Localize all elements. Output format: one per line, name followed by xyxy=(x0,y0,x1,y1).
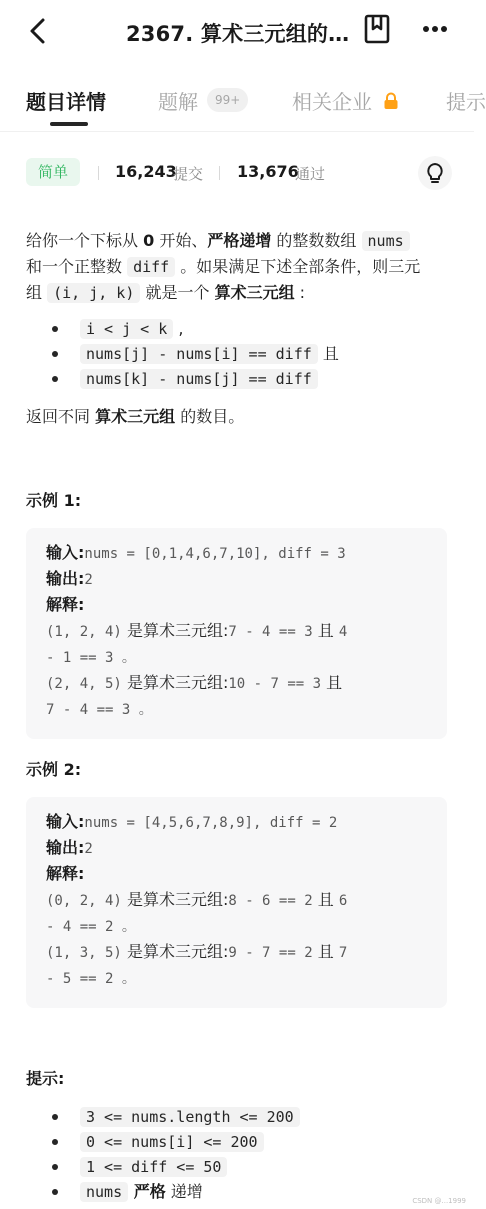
text-bold: 严格递增 xyxy=(207,231,272,250)
explanation-label: 解释: xyxy=(46,595,85,614)
bullet-dot xyxy=(52,1189,58,1195)
watermark: CSDN @...1999 xyxy=(412,1197,466,1205)
input-value: nums = [0,1,4,6,7,10], diff = 3 xyxy=(84,546,346,562)
divider xyxy=(98,166,99,180)
example-2-block xyxy=(26,797,447,1008)
problem-meta xyxy=(26,156,456,190)
text: , xyxy=(173,319,184,338)
inline-code: 3 <= nums.length <= 200 xyxy=(80,1107,300,1127)
bullet-dot xyxy=(52,1164,58,1170)
inline-code: 1 <= diff <= 50 xyxy=(80,1157,227,1177)
constraints-heading: 提示: xyxy=(26,1069,65,1088)
text-bold: 算术三元组 xyxy=(214,283,295,302)
bullet-dot xyxy=(52,326,58,332)
text: - 1 == 3 。 xyxy=(46,650,136,666)
text: 给你一个下标从 xyxy=(26,231,144,250)
example-1-heading: 示例 1: xyxy=(26,491,82,510)
divider xyxy=(219,166,220,180)
accepted-label: 通过 xyxy=(295,165,326,183)
submissions-label: 提交 xyxy=(173,165,204,183)
accepted-count: 13,676 xyxy=(237,162,299,181)
text-bold: 严格 xyxy=(128,1182,166,1201)
text: 6 xyxy=(338,893,348,909)
lock-icon xyxy=(383,92,399,110)
difficulty-badge: 简单 xyxy=(26,158,80,186)
text: 且 xyxy=(317,344,339,363)
text: 7 xyxy=(338,945,348,961)
explanation-line xyxy=(46,670,427,696)
example-1-block xyxy=(26,528,447,739)
explanation-line xyxy=(46,696,427,722)
text: 10 - 7 == 3 xyxy=(228,676,322,692)
inline-code: diff xyxy=(127,257,175,277)
explanation-line xyxy=(46,887,427,913)
tab-bar xyxy=(0,78,486,128)
input-label: 输入: xyxy=(46,812,85,831)
text: (2, 4, 5) xyxy=(46,676,122,692)
inline-code: i < j < k xyxy=(80,319,173,339)
text: 的整数数组 xyxy=(271,231,362,250)
text: 是算术三元组: xyxy=(121,621,229,640)
bullet-dot xyxy=(52,351,58,357)
inline-code: nums xyxy=(80,1182,128,1202)
explanation-line xyxy=(46,618,427,644)
chevron-left-icon[interactable] xyxy=(24,16,54,46)
divider xyxy=(0,131,474,132)
text: 是算术三元组: xyxy=(121,673,229,692)
output-value: 2 xyxy=(84,841,93,857)
output-label: 输出: xyxy=(46,569,85,588)
hint-button[interactable] xyxy=(418,156,452,190)
lightbulb-icon xyxy=(418,156,452,190)
text: 。如果满足下述全部条件，则三元 xyxy=(175,257,421,276)
explanation-label: 解释: xyxy=(46,864,85,883)
inline-code: 0 <= nums[i] <= 200 xyxy=(80,1132,264,1152)
input-value: nums = [4,5,6,7,8,9], diff = 2 xyxy=(84,815,338,831)
output-label: 输出: xyxy=(46,838,85,857)
text-bold: 算术三元组 xyxy=(95,407,176,426)
solutions-count-badge: 99+ xyxy=(207,88,248,112)
more-horizontal-icon[interactable] xyxy=(420,18,450,40)
text: 返回不同 xyxy=(26,407,96,426)
description-paragraph xyxy=(26,228,456,306)
tab-hints[interactable]: 提示 xyxy=(446,90,486,114)
text: 且 xyxy=(312,890,339,909)
bookmark-icon[interactable] xyxy=(364,14,390,44)
inline-code: nums[k] - nums[j] == diff xyxy=(80,369,318,389)
text: 且 xyxy=(321,673,343,692)
text: 4 xyxy=(338,624,348,640)
text: 就是一个 xyxy=(140,283,215,302)
text: - 5 == 2 。 xyxy=(46,971,136,987)
text: (0, 2, 4) xyxy=(46,893,122,909)
text: 9 - 7 == 2 xyxy=(228,945,313,961)
explanation-line xyxy=(46,939,427,965)
text: 7 - 4 == 3 。 xyxy=(46,702,153,718)
bullet-dot xyxy=(52,1139,58,1145)
text: (1, 2, 4) xyxy=(46,624,122,640)
text: 开始、 xyxy=(154,231,208,250)
inline-code: nums[j] - nums[i] == diff xyxy=(80,344,318,364)
text: 8 - 6 == 2 xyxy=(228,893,313,909)
text: 是算术三元组: xyxy=(121,942,229,961)
tab-companies[interactable]: 相关企业 xyxy=(292,90,372,114)
inline-code: nums xyxy=(362,231,410,251)
text: 是算术三元组: xyxy=(121,890,229,909)
active-tab-indicator xyxy=(50,122,88,126)
inline-code: (i, j, k) xyxy=(47,283,140,303)
text: (1, 3, 5) xyxy=(46,945,122,961)
return-paragraph xyxy=(26,404,244,430)
text: 和一个正整数 xyxy=(26,257,128,276)
page-title: 2367. 算术三元组的… xyxy=(126,22,350,46)
text: 7 - 4 == 3 xyxy=(228,624,313,640)
text: 且 xyxy=(312,942,339,961)
text: : xyxy=(294,283,306,302)
text: - 4 == 2 。 xyxy=(46,919,136,935)
explanation-line xyxy=(46,965,427,991)
top-bar xyxy=(0,0,474,62)
submissions-count: 16,243 xyxy=(115,162,177,181)
bullet-dot xyxy=(52,1114,58,1120)
text-bold: 0 xyxy=(143,231,155,250)
text: 组 xyxy=(26,283,48,302)
example-2-heading: 示例 2: xyxy=(26,760,82,779)
text: 且 xyxy=(312,621,339,640)
tab-description[interactable]: 题目详情 xyxy=(26,90,106,114)
input-label: 输入: xyxy=(46,543,85,562)
text: 的数目。 xyxy=(175,407,245,426)
tab-solutions[interactable]: 题解 xyxy=(158,90,198,114)
explanation-line xyxy=(46,913,427,939)
text: 递增 xyxy=(165,1182,203,1201)
output-value: 2 xyxy=(84,572,93,588)
explanation-line xyxy=(46,644,427,670)
bullet-dot xyxy=(52,376,58,382)
